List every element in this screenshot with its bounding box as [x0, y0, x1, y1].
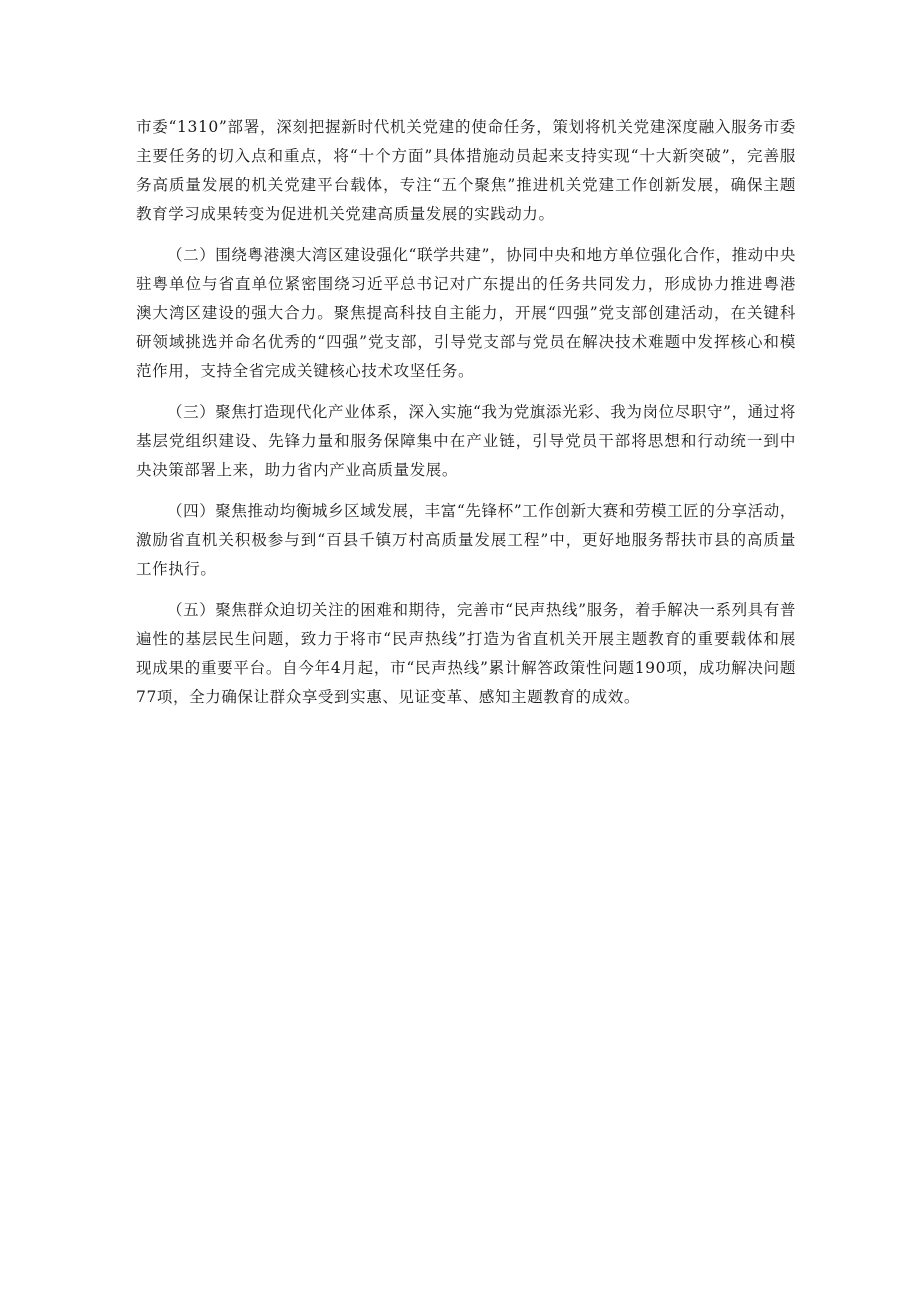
- paragraph-4: （四）聚焦推动均衡城乡区域发展，丰富“先锋杯”工作创新大赛和劳模工匠的分享活动，激励省直机关积极参与到“百县千镇万村高质量发展工程”中，更好地服务帮扶市县的高质量工作执行。: [136, 502, 796, 578]
- paragraph-1: 市委“1310”部署，深刻把握新时代机关党建的使命任务，策划将机关党建深度融入服务市委主要任务的切入点和重点，将“十个方面”具体措施动员起来支持实现“十大新突破”，完善服务高质量发展的机关党建平台载体，专注“五个聚焦”推进机关党建工作创新发展，确保主题教育学习成果转变为促进机关党建高质量发展的实践动力。: [136, 118, 796, 223]
- document-body: [136, 113, 796, 724]
- paragraph-5: （五）聚焦群众迫切关注的困难和期待，完善市“民声热线”服务，着手解决一系列具有普遍性的基层民生问题，致力于将市“民声热线”打造为省直机关开展主题教育的重要载体和展现成果的重要平台。自今年4月起，市“民声热线”累计解答政策性问题190项，成功解决问题77项，全力确保让群众享受到实惠、见证变革、感知主题教育的成效。: [136, 601, 796, 706]
- paragraph-3: （三）聚焦打造现代化产业体系，深入实施“我为党旗添光彩、我为岗位尽职守”，通过将基层党组织建设、先锋力量和服务保障集中在产业链，引导党员干部将思想和行动统一到中央决策部署上来，助力省内产业高质量发展。: [136, 403, 796, 479]
- paragraph-2: （二）围绕粤港澳大湾区建设强化“联学共建”，协同中央和地方单位强化合作，推动中央驻粤单位与省直单位紧密围绕习近平总书记对广东提出的任务共同发力，形成协力推进粤港澳大湾区建设的强大合力。聚焦提高科技自主能力，开展“四强”党支部创建活动，在关键科研领域挑选并命名优秀的“四强”党支部，引导党支部与党员在解决技术难题中发挥核心和模范作用，支持全省完成关键核心技术攻坚任务。: [136, 246, 796, 380]
